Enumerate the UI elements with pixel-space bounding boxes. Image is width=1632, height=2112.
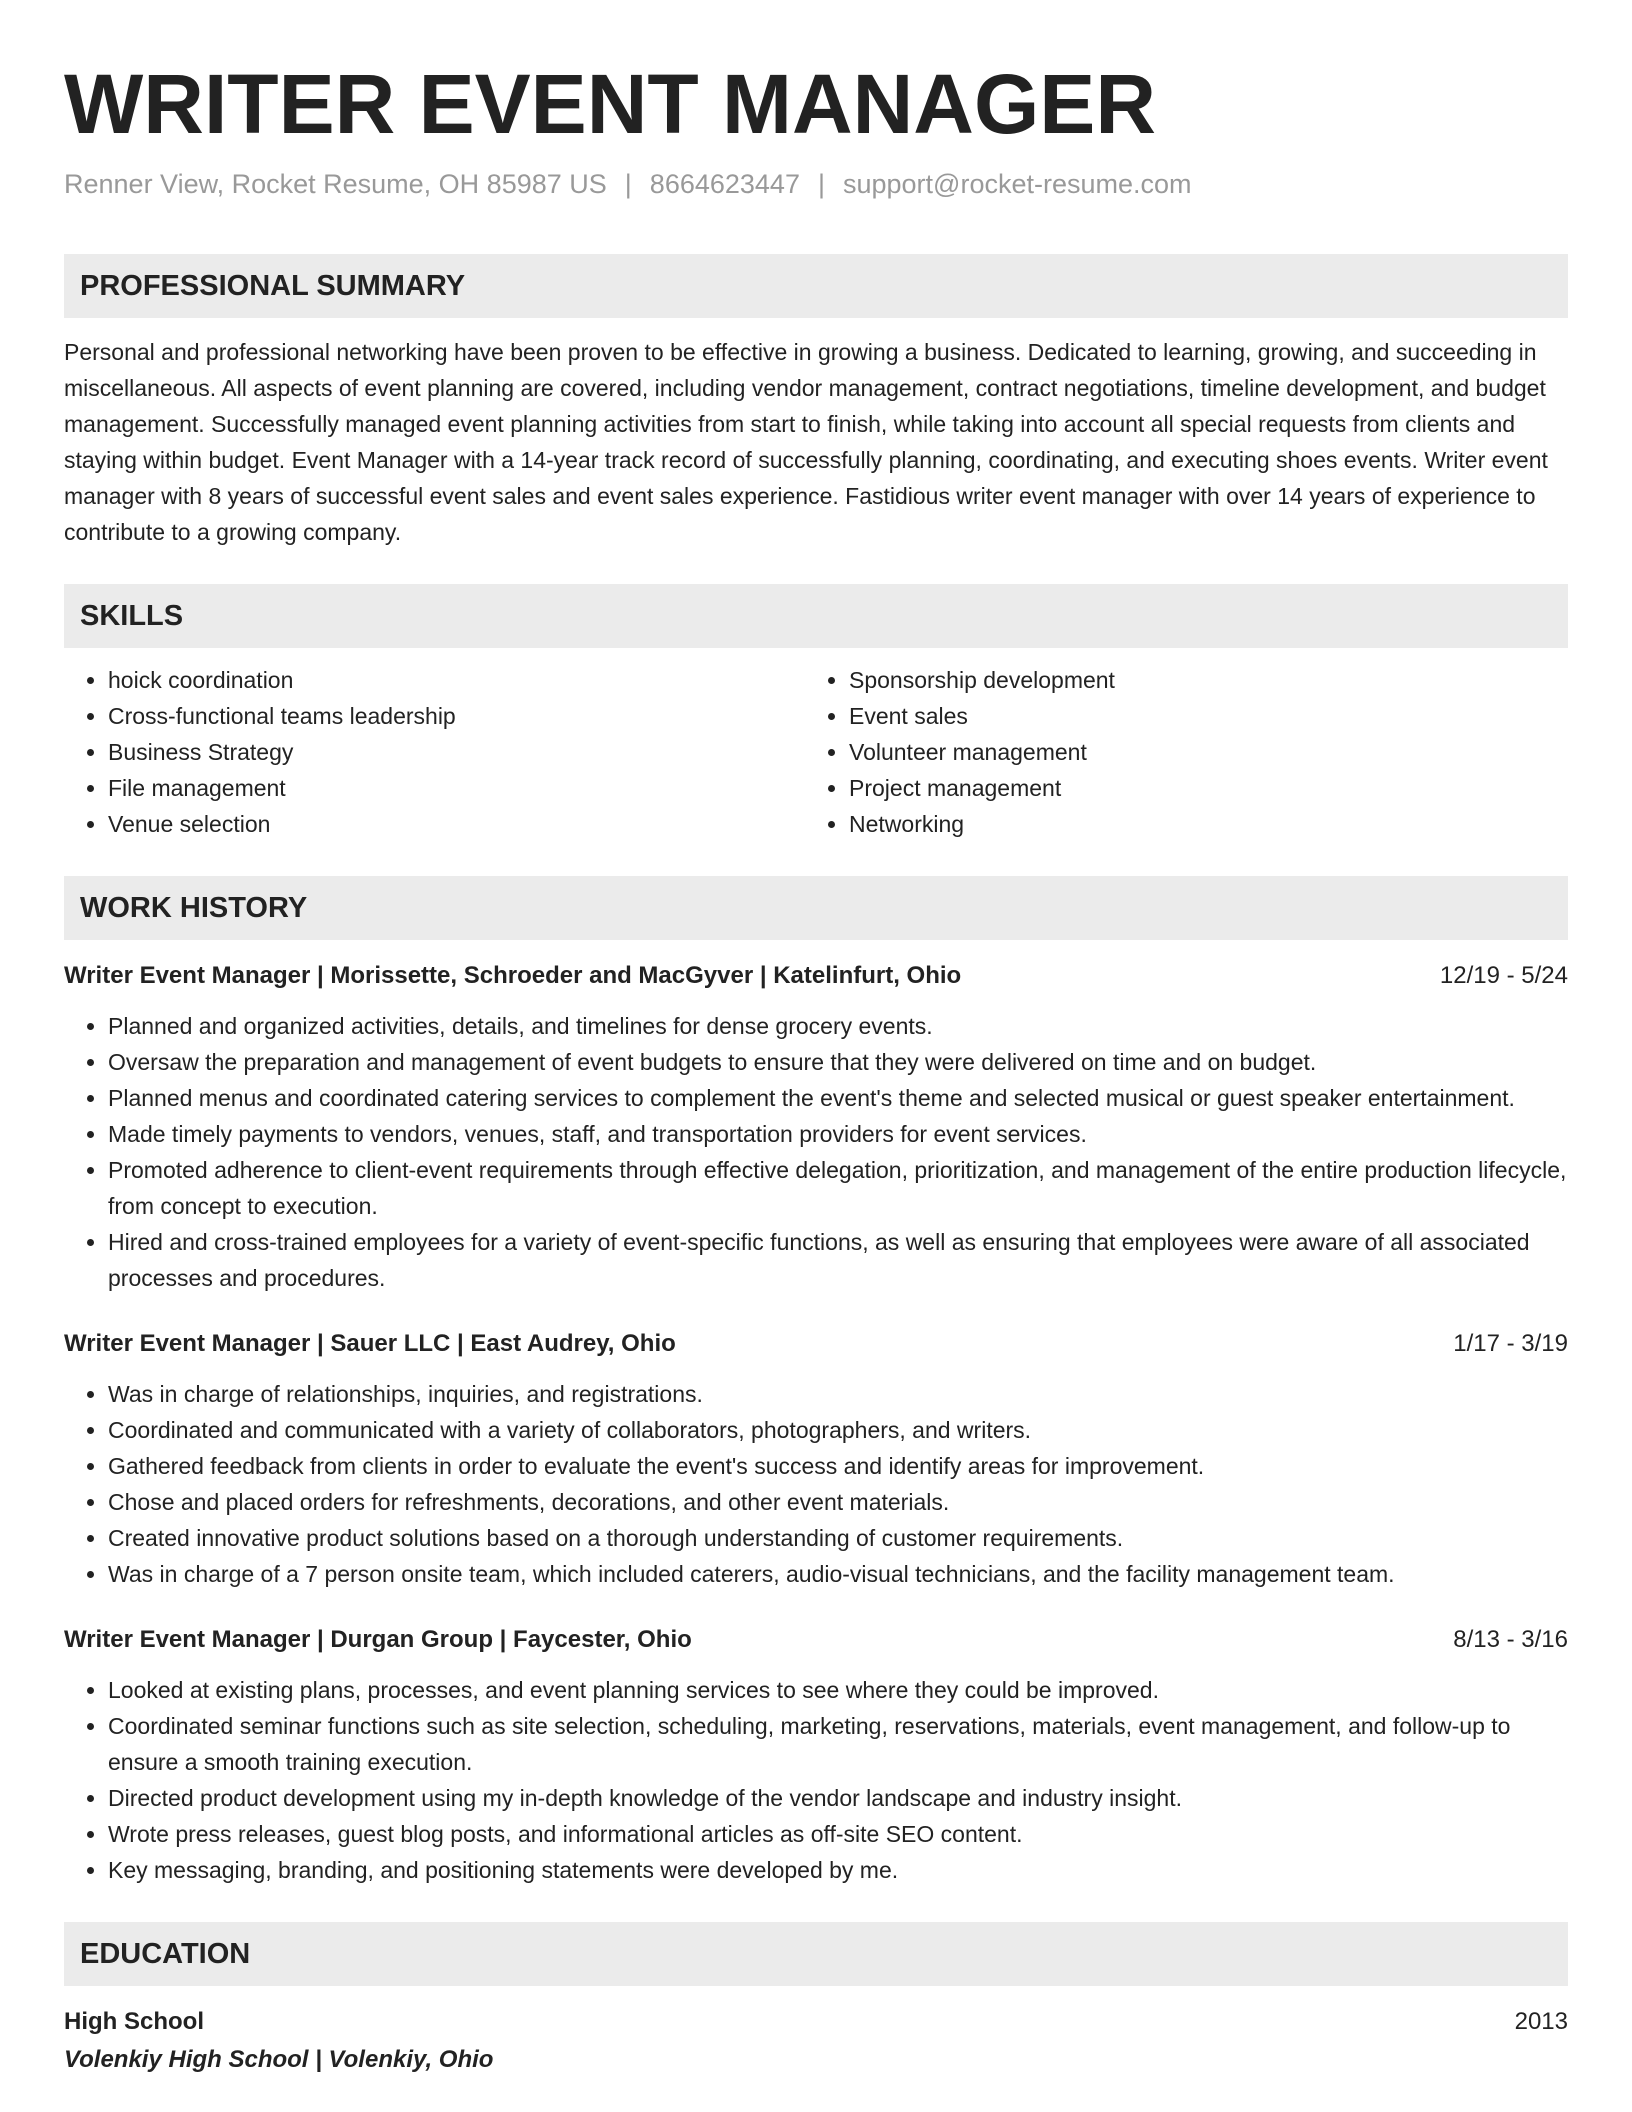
- education-year: 2013: [1514, 2008, 1568, 2035]
- job-dates: 1/17 - 3/19: [1453, 1330, 1568, 1357]
- resume-name: WRITER EVENT MANAGER: [64, 57, 1156, 151]
- job-bullet: • Planned and organized activities, details, and timelines for dense grocery events.: [108, 1008, 1568, 1044]
- job-bullet: • Gathered feedback from clients in order to evaluate the event's success and identify areas for improvement.: [108, 1448, 1568, 1484]
- contact-separator: |: [624, 169, 632, 199]
- job-bullet: • Was in charge of relationships, inquiries, and registrations.: [108, 1376, 1568, 1412]
- job-bullet: • Chose and placed orders for refreshments, decorations, and other event materials.: [108, 1484, 1568, 1520]
- job-bullet: • Oversaw the preparation and management of event budgets to ensure that they were delivered on time and on budget.: [108, 1044, 1568, 1080]
- education-header: [64, 2004, 1568, 2040]
- skills-column-right: [805, 662, 1546, 842]
- job-bullet: • Looked at existing plans, processes, and event planning services to see where they could be improved.: [108, 1672, 1568, 1708]
- summary-heading: PROFESSIONAL SUMMARY: [64, 254, 1568, 318]
- skill-item: • Venue selection: [108, 806, 805, 842]
- job-title: Writer Event Manager | Morissette, Schroeder and MacGyver | Katelinfurt, Ohio: [64, 962, 962, 989]
- skill-item: • Volunteer management: [849, 734, 1546, 770]
- contact-line: [64, 166, 1568, 202]
- job-title: Writer Event Manager | Sauer LLC | East Audrey, Ohio: [64, 1330, 676, 1357]
- job-bullet: • Directed product development using my in-depth knowledge of the vendor landscape and industry insight.: [108, 1780, 1568, 1816]
- contact-email: support@rocket-resume.com: [842, 169, 1192, 199]
- job-entry: [64, 958, 1568, 1296]
- summary-text: Personal and professional networking have been proven to be effective in growing a business. Dedicated to learning, growing, and succeeding in miscellaneous. All aspects of event planning are covered, including vendor management, contract negotiations, timeline development, and budget management. Successfully managed event planning activities from start to finish, while taking into account all special requests from clients and staying within budget. Event Manager with a 14-year track record of successfully planning, coordinating, and executing shoes events. Writer event manager with 8 years of successful event sales and event sales experience. Fastidious writer event manager with over 14 years of experience to contribute to a growing company.: [64, 339, 1548, 545]
- skill-item: • Cross-functional teams leadership: [108, 698, 805, 734]
- skill-item: • Business Strategy: [108, 734, 805, 770]
- skill-item: • hoick coordination: [108, 662, 805, 698]
- job-entry: [64, 1622, 1568, 1888]
- contact-address: Renner View, Rocket Resume, OH 85987 US: [64, 169, 607, 199]
- job-title: Writer Event Manager | Durgan Group | Faycester, Ohio: [64, 1626, 692, 1653]
- job-bullet: • Promoted adherence to client-event requirements through effective delegation, prioritization, and management of the entire production lifecycle, from concept to execution.: [108, 1152, 1568, 1224]
- skill-item: • Sponsorship development: [849, 662, 1546, 698]
- job-bullet: • Hired and cross-trained employees for a variety of event-specific functions, as well as ensuring that employees were aware of all associated processes and procedures.: [108, 1224, 1568, 1296]
- job-dates: 8/13 - 3/16: [1453, 1626, 1568, 1653]
- skills-column-left: [64, 662, 805, 842]
- job-bullets: [64, 1376, 1568, 1592]
- job-bullet: • Coordinated and communicated with a variety of collaborators, photographers, and writers.: [108, 1412, 1568, 1448]
- job-bullet: • Coordinated seminar functions such as site selection, scheduling, marketing, reservations, materials, event management, and follow-up to ensure a smooth training execution.: [108, 1708, 1568, 1780]
- skill-item: • Project management: [849, 770, 1546, 806]
- skills-heading: SKILLS: [64, 584, 1568, 648]
- education-degree: High School: [64, 2008, 204, 2035]
- skill-item: • Event sales: [849, 698, 1546, 734]
- skill-item: • File management: [108, 770, 805, 806]
- contact-phone: 8664623447: [649, 169, 800, 199]
- job-dates: 12/19 - 5/24: [1439, 962, 1568, 989]
- contact-separator: |: [817, 169, 825, 199]
- job-bullet: • Wrote press releases, guest blog posts, and informational articles as off-site SEO content.: [108, 1816, 1568, 1852]
- job-bullet: • Was in charge of a 7 person onsite team, which included caterers, audio-visual technicians, and the facility management team.: [108, 1556, 1568, 1592]
- job-bullet: • Created innovative product solutions based on a thorough understanding of customer requirements.: [108, 1520, 1568, 1556]
- work-heading: WORK HISTORY: [64, 876, 1568, 940]
- job-header: [64, 1326, 1568, 1362]
- job-bullet: • Key messaging, branding, and positioning statements were developed by me.: [108, 1852, 1568, 1888]
- education-school: Volenkiy High School | Volenkiy, Ohio: [64, 2046, 494, 2073]
- resume-page: [64, 0, 1568, 2078]
- skills-list: [64, 662, 1568, 842]
- job-bullets: [64, 1008, 1568, 1296]
- skill-item: • Networking: [849, 806, 1546, 842]
- job-entry: [64, 1326, 1568, 1592]
- job-bullets: [64, 1672, 1568, 1888]
- job-header: [64, 958, 1568, 994]
- job-header: [64, 1622, 1568, 1658]
- education-heading: EDUCATION: [64, 1922, 1568, 1986]
- job-bullet: • Planned menus and coordinated catering services to complement the event's theme and selected musical or guest speaker entertainment.: [108, 1080, 1568, 1116]
- job-bullet: • Made timely payments to vendors, venues, staff, and transportation providers for event services.: [108, 1116, 1568, 1152]
